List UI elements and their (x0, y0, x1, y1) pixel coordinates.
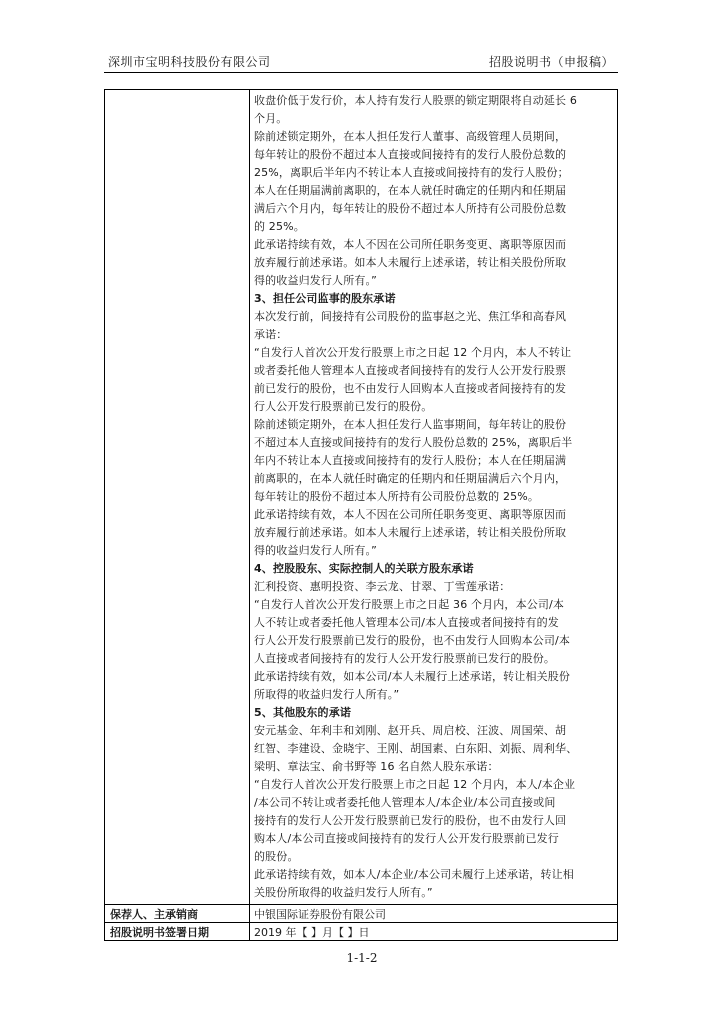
text-line: 此承诺持续有效，如本公司/本人未履行上述承诺，转让相关股份 (254, 670, 571, 683)
table-row-commitments (105, 90, 617, 904)
text-line: 购本人/本公司直接或间接持有的发行人公开发行股票前已发行 (254, 832, 559, 845)
signing-date-value: 2019 年【 】月【 】日 (254, 926, 370, 939)
table-row-sponsor (105, 904, 617, 922)
text-line: 安元基金、年利丰和刘刚、赵开兵、周启校、汪波、周国荣、胡 (254, 724, 567, 737)
text-line: 红智、李建设、金晓宇、王刚、胡国素、白东阳、刘振、周利华、 (254, 742, 578, 755)
text-line: 梁明、章法宝、俞书野等 16 名自然人股东承诺： (254, 760, 499, 773)
text-line: 前已发行的股份，也不由发行人回购本人直接或者间接持有的发 (254, 382, 567, 395)
text-line: 不超过本人直接或间接持有的发行人股份总数的 25%，离职后半 (254, 436, 573, 449)
text-line: 收盘价低于发行价，本人持有发行人股票的锁定期限将自动延长 6 (254, 94, 577, 107)
section-heading: 5、其他股东的承诺 (254, 706, 352, 719)
text-line: 满后六个月内，每年转让的股份不超过本人所持有公司股份总数 (254, 202, 567, 215)
text-line: 放弃履行前述承诺。如本人未履行上述承诺，转让相关股份所取 (254, 256, 567, 269)
text-line: 除前述锁定期外，在本人担任发行人监事期间，每年转让的股份 (254, 418, 567, 431)
text-line: 汇利投资、惠明投资、李云龙、甘翠、丁雪莲承诺： (254, 580, 511, 593)
text-line: 人直接或者间接持有的发行人公开发行股票前已发行的股份。 (254, 652, 556, 665)
text-line: 的股份。 (254, 850, 299, 863)
commitment-table (104, 89, 618, 941)
text-line: 年内不转让本人直接或间接持有的发行人股份；本人在任期届满 (254, 454, 567, 467)
text-line: 人不转让或者委托他人管理本公司/本人直接或者间接持有的发 (254, 616, 559, 629)
text-line: 个月。 (254, 112, 288, 125)
commitment-text-cell (250, 90, 617, 904)
text-line: 此承诺持续有效，本人不因在公司所任职务变更、离职等原因而 (254, 508, 567, 521)
document-type: 招股说明书（申报稿） (488, 55, 614, 69)
table-cell-label-empty (105, 90, 250, 904)
text-line: “自发行人首次公开发行股票上市之日起 12 个月内，本人/本企业 (254, 778, 576, 791)
text-line: “自发行人首次公开发行股票上市之日起 12 个月内，本人不转让 (254, 346, 572, 359)
text-line: 或者委托他人管理本人直接或者间接持有的发行人公开发行股票 (254, 364, 567, 377)
text-line: 得的收益归发行人所有。” (254, 274, 377, 287)
text-line: 放弃履行前述承诺。如本人未履行上述承诺，转让相关股份所取 (254, 526, 567, 539)
text-line: 所取得的收益归发行人所有。” (254, 688, 400, 701)
signing-date-label: 招股说明书签署日期 (105, 923, 250, 940)
text-line: 25%，离职后半年内不转让本人直接或间接持有的发行人股份； (254, 166, 569, 179)
text-line: 此承诺持续有效，如本人/本企业/本公司未履行上述承诺，转让相 (254, 868, 574, 881)
text-line: “自发行人首次公开发行股票上市之日起 36 个月内，本公司/本 (254, 598, 565, 611)
page-number: 1-1-2 (346, 951, 378, 965)
text-line: /本公司不转让或者委托他人管理本人/本企业/本公司直接或间 (254, 796, 556, 809)
text-line: 接持有的发行人公开发行股票前已发行的股份，也不由发行人回 (254, 814, 567, 827)
sponsor-label: 保荐人、主承销商 (105, 905, 250, 922)
section-heading: 3、担任公司监事的股东承诺 (254, 292, 396, 305)
company-name: 深圳市宝明科技股份有限公司 (108, 55, 271, 69)
text-line: 的 25%。 (254, 220, 305, 233)
section-heading: 4、控股股东、实际控制人的关联方股东承诺 (254, 562, 474, 575)
table-row-signing-date (105, 922, 617, 940)
text-line: 每年转让的股份不超过本人所持有公司股份总数的 25%。 (254, 490, 539, 503)
text-line: 此承诺持续有效，本人不因在公司所任职务变更、离职等原因而 (254, 238, 567, 251)
page-header (104, 50, 618, 73)
text-line: 前离职的，在本人就任时确定的任期内和任期届满后六个月内， (254, 472, 567, 485)
text-line: 行人公开发行股票前已发行的股份。 (254, 400, 433, 413)
text-line: 除前述锁定期外，在本人担任发行人董事、高级管理人员期间， (254, 130, 567, 143)
text-line: 本人在任期届满前离职的，在本人就任时确定的任期内和任期届 (254, 184, 567, 197)
text-line: 本次发行前，间接持有公司股份的监事赵之光、焦江华和高春风 (254, 310, 567, 323)
sponsor-value: 中银国际证券股份有限公司 (254, 908, 386, 921)
text-line: 关股份所取得的收益归发行人所有。” (254, 886, 433, 899)
text-line: 行人公开发行股票前已发行的股份，也不由发行人回购本公司/本 (254, 634, 571, 647)
text-line: 承诺： (254, 328, 288, 341)
text-line: 每年转让的股份不超过本人直接或间接持有的发行人股份总数的 (254, 148, 567, 161)
text-line: 得的收益归发行人所有。” (254, 544, 377, 557)
